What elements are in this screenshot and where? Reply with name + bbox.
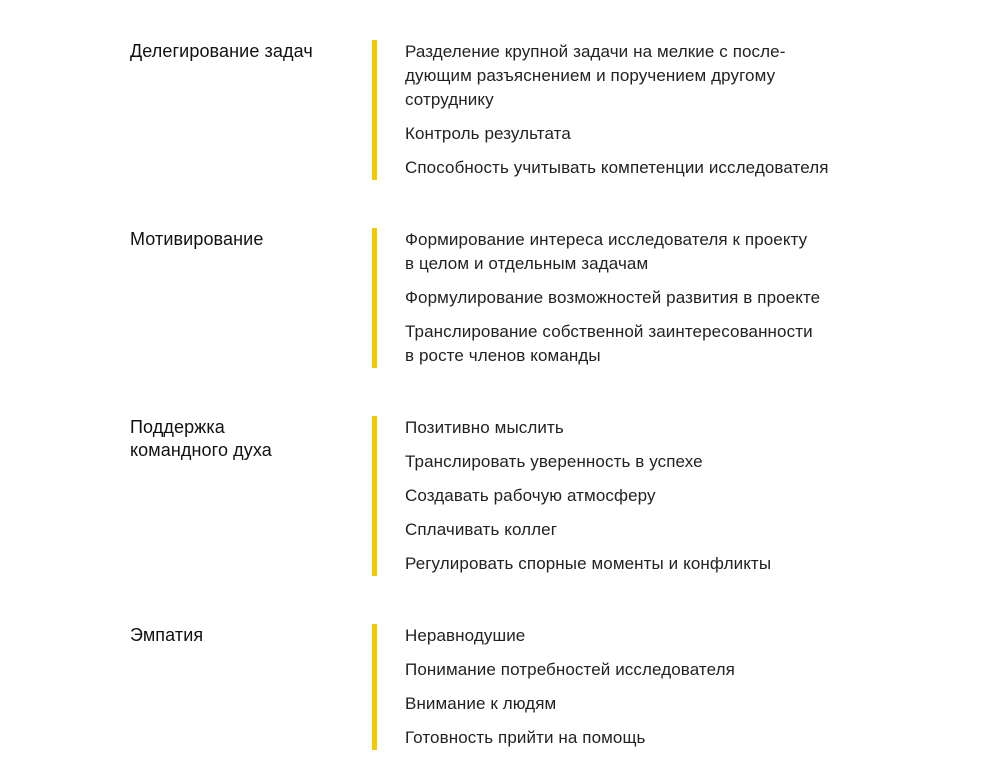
item-list [405,624,905,750]
list-item: Транслирование собственной заинтересованности в росте членов команды [405,322,813,365]
list-item: Позитивно мыслить [405,418,564,437]
list-item: Создавать рабочую атмосферу [405,486,656,505]
list-item: Формирование интереса исследователя к проекту в целом и отдельным задачам [405,230,808,273]
accent-bar [372,624,377,750]
list-item: Регулировать спорные моменты и конфликты [405,554,772,573]
item-list [405,40,905,180]
list-item: Понимание потребностей исследователя [405,660,735,679]
list-item: Разделение крупной задачи на мелкие с после- дующим разъяснением и поручением другому сотруднику [405,42,786,109]
section-title: Делегирование задач [130,41,313,61]
item-list [405,228,905,368]
list-item: Неравнодушие [405,626,526,645]
section-title: Мотивирование [130,229,264,249]
list-item: Формулирование возможностей развития в проекте [405,288,821,307]
list-item: Готовность прийти на помощь [405,728,646,747]
list-item: Способность учитывать компетенции исследователя [405,158,829,177]
accent-bar [372,228,377,368]
accent-bar [372,416,377,576]
accent-bar [372,40,377,180]
list-item: Контроль результата [405,124,571,143]
list-item: Транслировать уверенность в успехе [405,452,703,471]
section-title: Эмпатия [130,625,204,645]
item-list [405,416,905,576]
list-item: Внимание к людям [405,694,557,713]
list-item: Сплачивать коллег [405,520,558,539]
section-title: Поддержка командного духа [130,417,272,460]
